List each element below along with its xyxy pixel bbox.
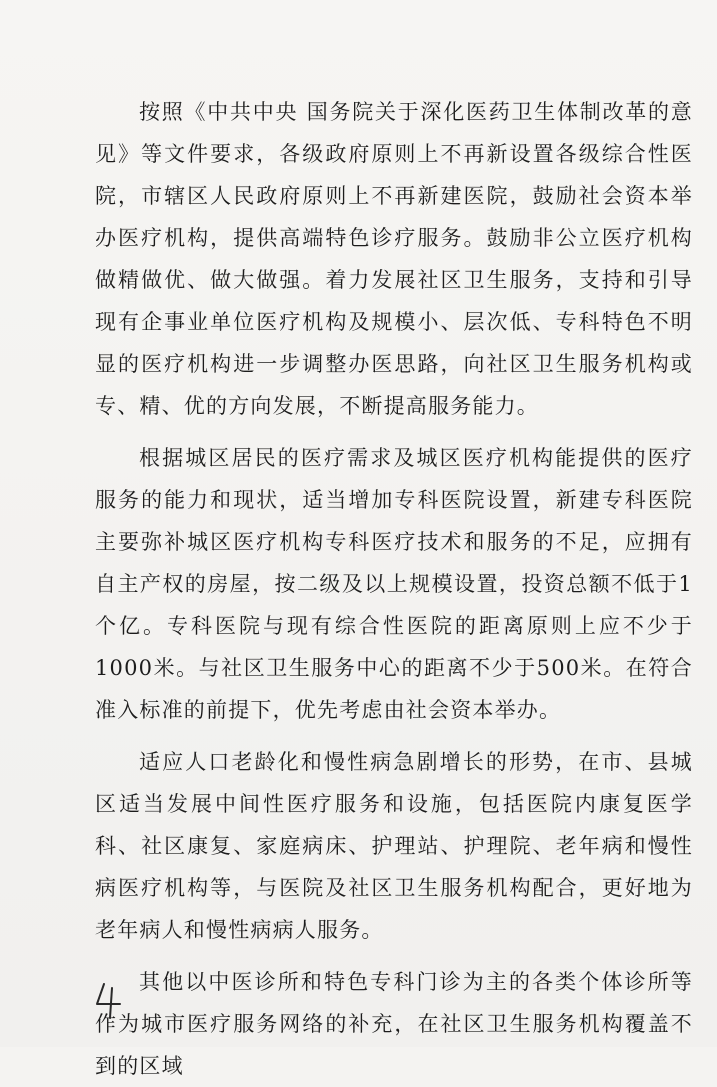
paragraph-4: 其他以中医诊所和特色专科门诊为主的各类个体诊所等作为城市医疗服务网络的补充，在社区卫生服务机构覆盖不到的区域 — [95, 970, 693, 1078]
paragraph-2: 根据城区居民的医疗需求及城区医疗机构能提供的医疗服务的能力和现状，适当增加专科医院设置，新建专科医院主要弥补城区医疗机构专科医疗技术和服务的不足，应拥有自主产权的房屋，按二级及以上规模设置，投资总额不低于1个亿。专科医院与现有综合性医院的距离原则上应不少于1000米。与社区卫生服务中心的距离不少于500米。在符合准入标准的前提下，优先考虑由社会资本举办。 — [95, 446, 693, 722]
paragraph-3: 适应人口老龄化和慢性病急剧增长的形势，在市、县城区适当发展中间性医疗服务和设施，包括医院内康复医学科、社区康复、家庭病床、护理站、护理院、老年病和慢性病医疗机构等，与医院及社区卫生服务机构配合，更好地为老年病人和慢性病病人服务。 — [95, 750, 693, 942]
body-text — [95, 91, 693, 1087]
page-number — [90, 980, 130, 1020]
handwritten-page-number-icon — [90, 980, 130, 1020]
paragraph-1: 按照《中共中央 国务院关于深化医药卫生体制改革的意见》等文件要求，各级政府原则上不再新设置各级综合性医院，市辖区人民政府原则上不再新建医院，鼓励社会资本举办医疗机构，提供高端特色诊疗服务。鼓励非公立医疗机构做精做优、做大做强。着力发展社区卫生服务，支持和引导现有企事业单位医疗机构及规模小、层次低、专科特色不明显的医疗机构进一步调整办医思路，向社区卫生服务机构或专、精、优的方向发展，不断提高服务能力。 — [95, 100, 693, 418]
